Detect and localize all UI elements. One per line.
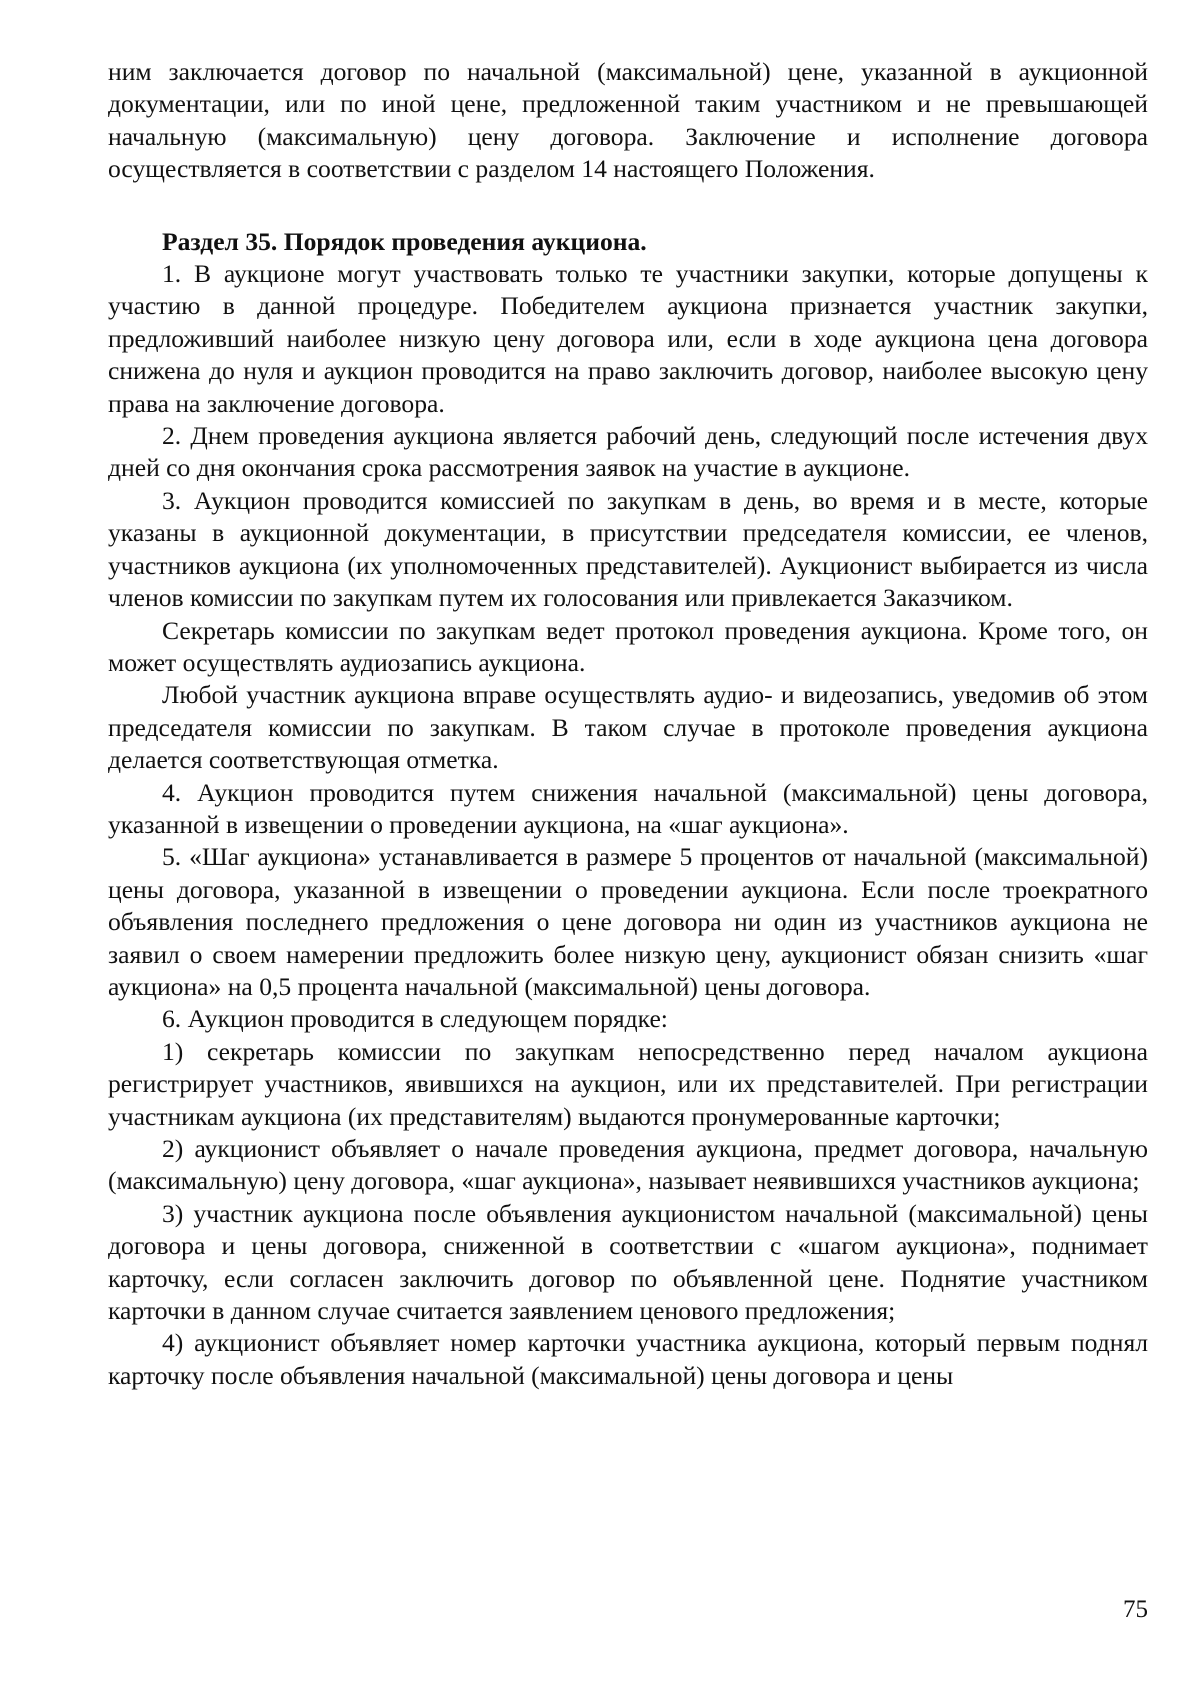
paragraph-4: 4. Аукцион проводится путем снижения начальной (максимальной) цены договора, указанной в извещении о проведении аукциона, на «шаг аукциона». bbox=[108, 777, 1148, 839]
list-item-2: 2) аукционист объявляет о начале проведения аукциона, предмет договора, начальную (максимальную) цену договора, «шаг аукциона», называет неявившихся участников аукциона; bbox=[108, 1134, 1148, 1196]
paragraph-5: 5. «Шаг аукциона» устанавливается в размере 5 процентов от начальной (максимальной) цены договора, указанной в извещении о проведении аукциона. Если после троекратного объявления последнего предложения о цене договора ни один из участников аукциона не заявил о своем намерении предложить более низкую цену, аукционист обязан снизить «шаг аукциона» на 0,5 процента начальной (максимальной) цены договора. bbox=[108, 842, 1148, 1001]
paragraph-3: 3. Аукцион проводится комиссией по закупкам в день, во время и в месте, которые указаны в аукционной документации, в присутствии председателя комиссии, ее членов, участников аукциона (их уполномоченных представителей). Аукционист выбирается из числа членов комиссии по закупкам путем их голосования или привлекается Заказчиком. bbox=[108, 485, 1148, 613]
paragraph-3-secretary: Секретарь комиссии по закупкам ведет протокол проведения аукциона. Кроме того, он может осуществлять аудиозапись аукциона. bbox=[108, 615, 1148, 677]
paragraph-1: 1. В аукционе могут участвовать только те участники закупки, которые допущены к участию в данной процедуре. Победителем аукциона признается участник закупки, предложивший наиболее низкую цену договора или, если в ходе аукциона цена договора снижена до нуля и аукцион проводится на право заключить договор, наиболее высокую цену права на заключение договора. bbox=[108, 259, 1148, 418]
intro-paragraph: ним заключается договор по начальной (максимальной) цене, указанной в аукционной документации, или по иной цене, предложенной таким участником и не превышающей начальную (максимальную) цену договора. Заключение и исполнение договора осуществляется в соответствии с разделом 14 настоящего Положения. bbox=[108, 57, 1148, 184]
paragraph-3-recording: Любой участник аукциона вправе осуществлять аудио- и видеозапись, уведомив об этом председателя комиссии по закупкам. В таком случае в протоколе проведения аукциона делается соответствующая отметка. bbox=[108, 680, 1148, 775]
section-heading: Раздел 35. Порядок проведения аукциона. bbox=[162, 226, 647, 256]
list-item-1: 1) секретарь комиссии по закупкам непосредственно перед началом аукциона регистрирует участников, явившихся на аукцион, или их представителей. При регистрации участникам аукциона (их представителям) выдаются пронумерованные карточки; bbox=[108, 1036, 1148, 1131]
list-item-3: 3) участник аукциона после объявления аукционистом начальной (максимальной) цены договора и цены договора, сниженной в соответствии с «шагом аукциона», поднимает карточку, если согласен заключить договор по объявленной цене. Поднятие участником карточки в данном случае считается заявлением ценового предложения; bbox=[108, 1198, 1148, 1326]
page-number: 75 bbox=[1123, 1596, 1148, 1623]
paragraph-6: 6. Аукцион проводится в следующем порядке: bbox=[162, 1004, 668, 1034]
paragraph-2: 2. Днем проведения аукциона является рабочий день, следующий после истечения двух дней со дня окончания срока рассмотрения заявок на участие в аукционе. bbox=[108, 421, 1148, 483]
list-item-4: 4) аукционист объявляет номер карточки участника аукциона, который первым поднял карточку после объявления начальной (максимальной) цены договора и цены bbox=[108, 1328, 1148, 1390]
